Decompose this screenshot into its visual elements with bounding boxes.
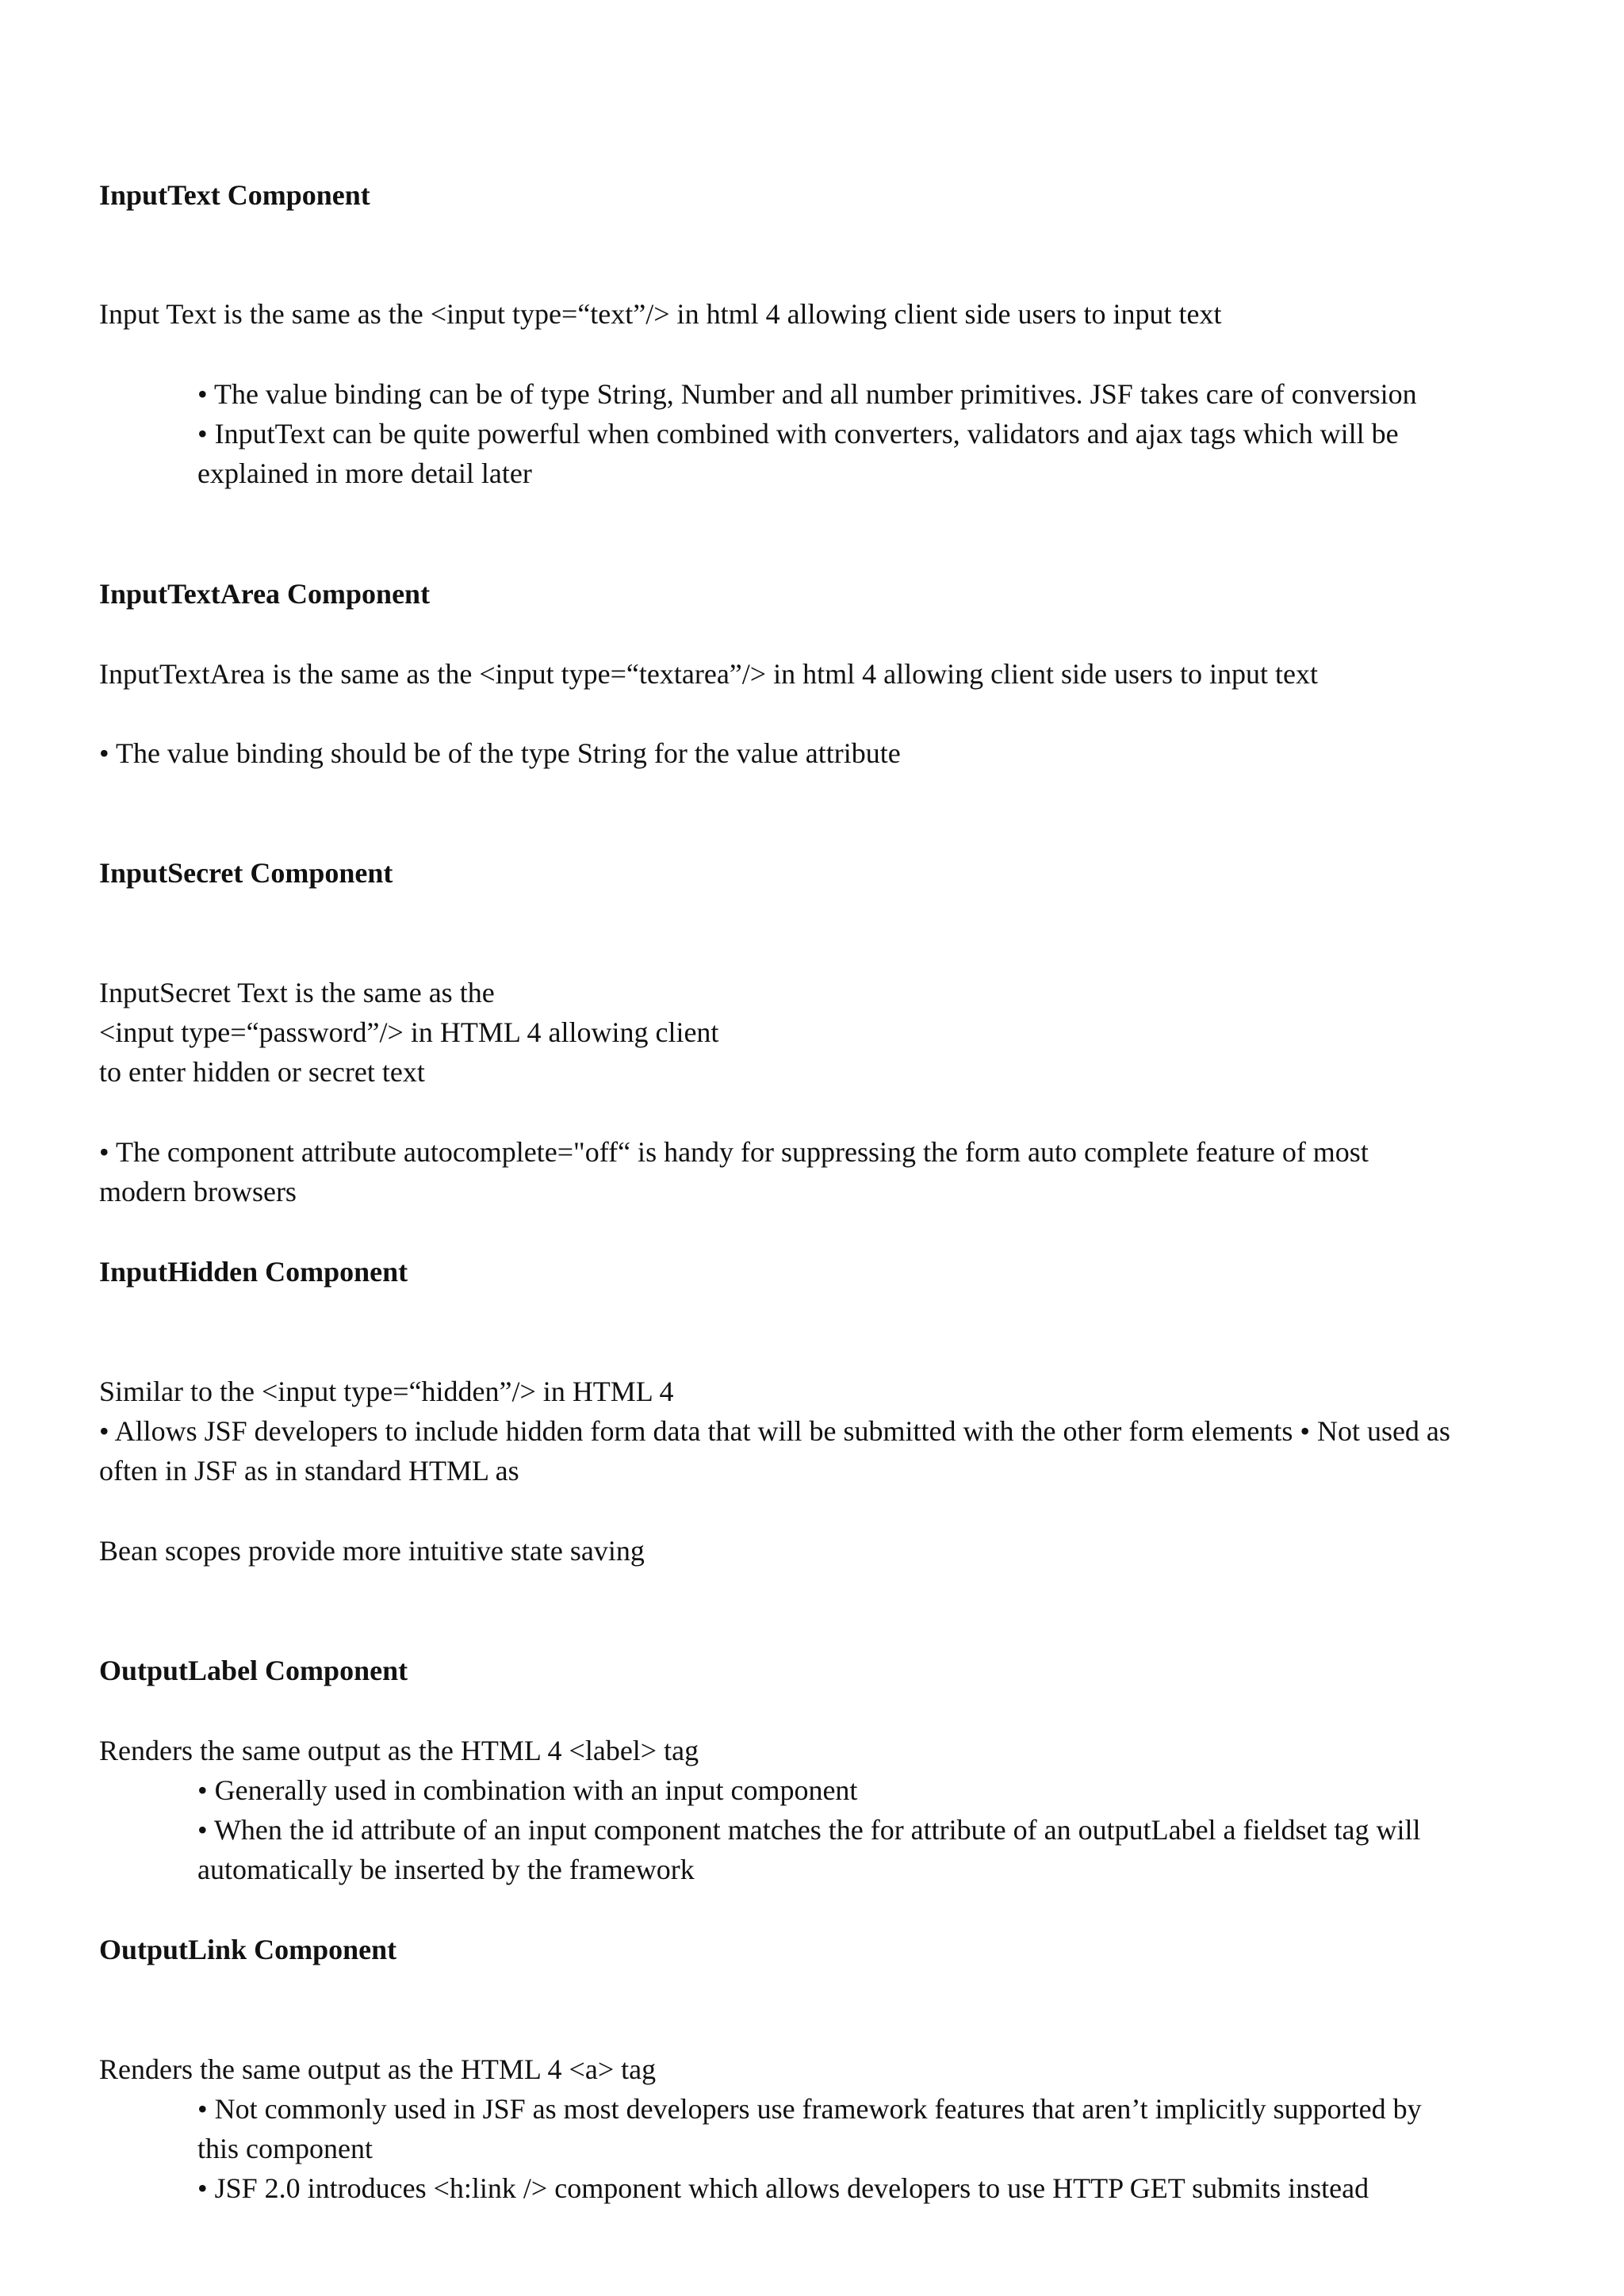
- inputtext-heading: InputText Component: [99, 179, 370, 211]
- inputtext-bullet-1: • The value binding can be of type String, Number and all number primitives. JSF takes care of conversion: [197, 378, 1417, 410]
- inputhidden-bullets-line-2: often in JSF as in standard HTML as: [99, 1455, 519, 1487]
- inputtextarea-bullet-1: • The value binding should be of the type String for the value attribute: [99, 737, 901, 769]
- outputlabel-heading: OutputLabel Component: [99, 1655, 408, 1686]
- inputtext-bullet-2-line-2: explained in more detail later: [197, 457, 532, 489]
- inputhidden-note: Bean scopes provide more intuitive state saving: [99, 1535, 645, 1567]
- outputlink-bullet-1-line-2: this component: [197, 2133, 373, 2164]
- inputsecret-bullet-1-line-1: • The component attribute autocomplete="off“ is handy for suppressing the form auto complete feature of most: [99, 1136, 1369, 1168]
- outputlabel-bullet-2-line-2: automatically be inserted by the framework: [197, 1854, 695, 1885]
- outputlink-bullet-1-line-1: • Not commonly used in JSF as most developers use framework features that aren’t implicitly supported by: [197, 2093, 1422, 2125]
- inputhidden-heading: InputHidden Component: [99, 1256, 408, 1288]
- inputsecret-intro-line-2: <input type=“password”/> in HTML 4 allowing client: [99, 1016, 719, 1048]
- inputtext-intro: Input Text is the same as the <input type=“text”/> in html 4 allowing client side users to input text: [99, 298, 1222, 330]
- inputhidden-bullets-line-1: • Allows JSF developers to include hidden form data that will be submitted with the other form elements • Not used as: [99, 1415, 1450, 1447]
- inputtextarea-heading: InputTextArea Component: [99, 578, 431, 610]
- inputsecret-heading: InputSecret Component: [99, 857, 393, 889]
- inputhidden-intro: Similar to the <input type=“hidden”/> in HTML 4: [99, 1376, 674, 1407]
- outputlink-bullet-2: • JSF 2.0 introduces <h:link /> component which allows developers to use HTTP GET submits instead: [197, 2172, 1369, 2204]
- outputlabel-bullet-2-line-1: • When the id attribute of an input component matches the for attribute of an outputLabel a fieldset tag will: [197, 1814, 1421, 1846]
- outputlink-heading: OutputLink Component: [99, 1934, 397, 1965]
- inputsecret-intro-line-3: to enter hidden or secret text: [99, 1056, 425, 1088]
- inputsecret-intro-line-1: InputSecret Text is the same as the: [99, 977, 495, 1008]
- outputlabel-bullet-1: • Generally used in combination with an input component: [197, 1774, 858, 1806]
- inputsecret-bullet-1-line-2: modern browsers: [99, 1176, 297, 1207]
- outputlink-intro: Renders the same output as the HTML 4 <a> tag: [99, 2053, 657, 2085]
- outputlabel-intro: Renders the same output as the HTML 4 <label> tag: [99, 1735, 699, 1766]
- inputtextarea-intro: InputTextArea is the same as the <input type=“textarea”/> in html 4 allowing client side users to input text: [99, 658, 1318, 690]
- inputtext-bullet-2-line-1: • InputText can be quite powerful when combined with converters, validators and ajax tags which will be: [197, 418, 1399, 450]
